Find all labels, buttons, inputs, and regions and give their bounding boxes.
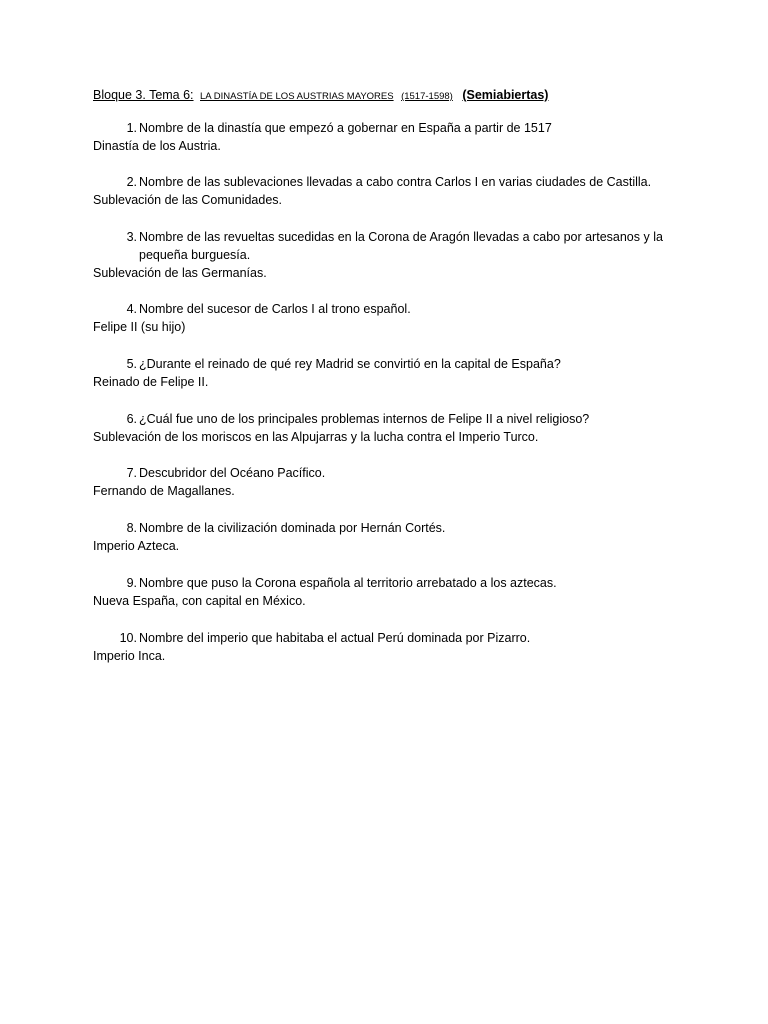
qa-item-2 xyxy=(93,173,713,209)
question-text: Descubridor del Océano Pacífico. xyxy=(139,466,326,480)
question-number: 4. xyxy=(126,302,137,316)
document-header xyxy=(93,87,548,105)
header-range: (1517-1598) xyxy=(401,91,453,102)
question-number: 2. xyxy=(126,175,137,189)
question-number: 10. xyxy=(119,631,137,645)
answer-text: Imperio Azteca. xyxy=(93,539,180,553)
question-text: Nombre de la civilización dominada por Hernán Cortés. xyxy=(139,521,446,535)
question xyxy=(93,574,713,592)
qa-item-6 xyxy=(93,410,713,446)
question-number: 3. xyxy=(126,230,137,244)
qa-item-4 xyxy=(93,300,713,336)
question-number: 9. xyxy=(126,576,137,590)
answer-text: Imperio Inca. xyxy=(93,649,166,663)
qa-item-7 xyxy=(93,464,713,500)
question-number: 6. xyxy=(126,412,137,426)
answer-text: Fernando de Magallanes. xyxy=(93,484,235,498)
answer-text: Sublevación de las Comunidades. xyxy=(93,193,283,207)
qa-item-1 xyxy=(93,119,713,155)
question xyxy=(93,464,713,482)
question xyxy=(93,119,713,137)
qa-item-8 xyxy=(93,519,713,555)
question-number: 5. xyxy=(126,357,137,371)
answer-text: Reinado de Felipe II. xyxy=(93,375,209,389)
answer-text: Sublevación de las Germanías. xyxy=(93,266,267,280)
question xyxy=(93,629,713,647)
qa-item-5 xyxy=(93,355,713,391)
header-title: LA DINASTÍA DE LOS AUSTRIAS MAYORES xyxy=(200,91,394,102)
question-number: 7. xyxy=(126,466,137,480)
question-number: 8. xyxy=(126,521,137,535)
answer-text: Nueva España, con capital en México. xyxy=(93,594,306,608)
qa-item-9 xyxy=(93,574,713,610)
question xyxy=(93,355,713,373)
answer-text: Dinastía de los Austria. xyxy=(93,139,221,153)
question-text: Nombre de la dinastía que empezó a gobernar en España a partir de 1517 xyxy=(139,121,552,135)
answer-text: Felipe II (su hijo) xyxy=(93,320,186,334)
question xyxy=(93,173,713,191)
header-type: (Semiabiertas) xyxy=(462,88,549,102)
question xyxy=(93,410,713,428)
question-text: Nombre que puso la Corona española al territorio arrebatado a los aztecas. xyxy=(139,576,557,590)
question-text: ¿Durante el reinado de qué rey Madrid se convirtió en la capital de España? xyxy=(139,357,561,371)
question-number: 1. xyxy=(126,121,137,135)
question-text: Nombre de las sublevaciones llevadas a cabo contra Carlos I en varias ciudades de Castilla. xyxy=(139,175,652,189)
question-text: ¿Cuál fue uno de los principales problemas internos de Felipe II a nivel religioso? xyxy=(139,412,590,426)
question xyxy=(93,300,713,318)
qa-item-3 xyxy=(93,228,713,282)
question-text: Nombre del imperio que habitaba el actual Perú dominada por Pizarro. xyxy=(139,631,531,645)
question xyxy=(93,519,713,537)
question xyxy=(93,228,713,264)
qa-item-10 xyxy=(93,629,713,665)
question-text: Nombre de las revueltas sucedidas en la Corona de Aragón llevadas a cabo por artesanos y la pequeña burguesía. xyxy=(139,230,663,262)
header-bloque: Bloque 3. Tema 6: xyxy=(93,88,194,102)
question-text: Nombre del sucesor de Carlos I al trono español. xyxy=(139,302,411,316)
answer-text: Sublevación de los moriscos en las Alpujarras y la lucha contra el Imperio Turco. xyxy=(93,430,539,444)
